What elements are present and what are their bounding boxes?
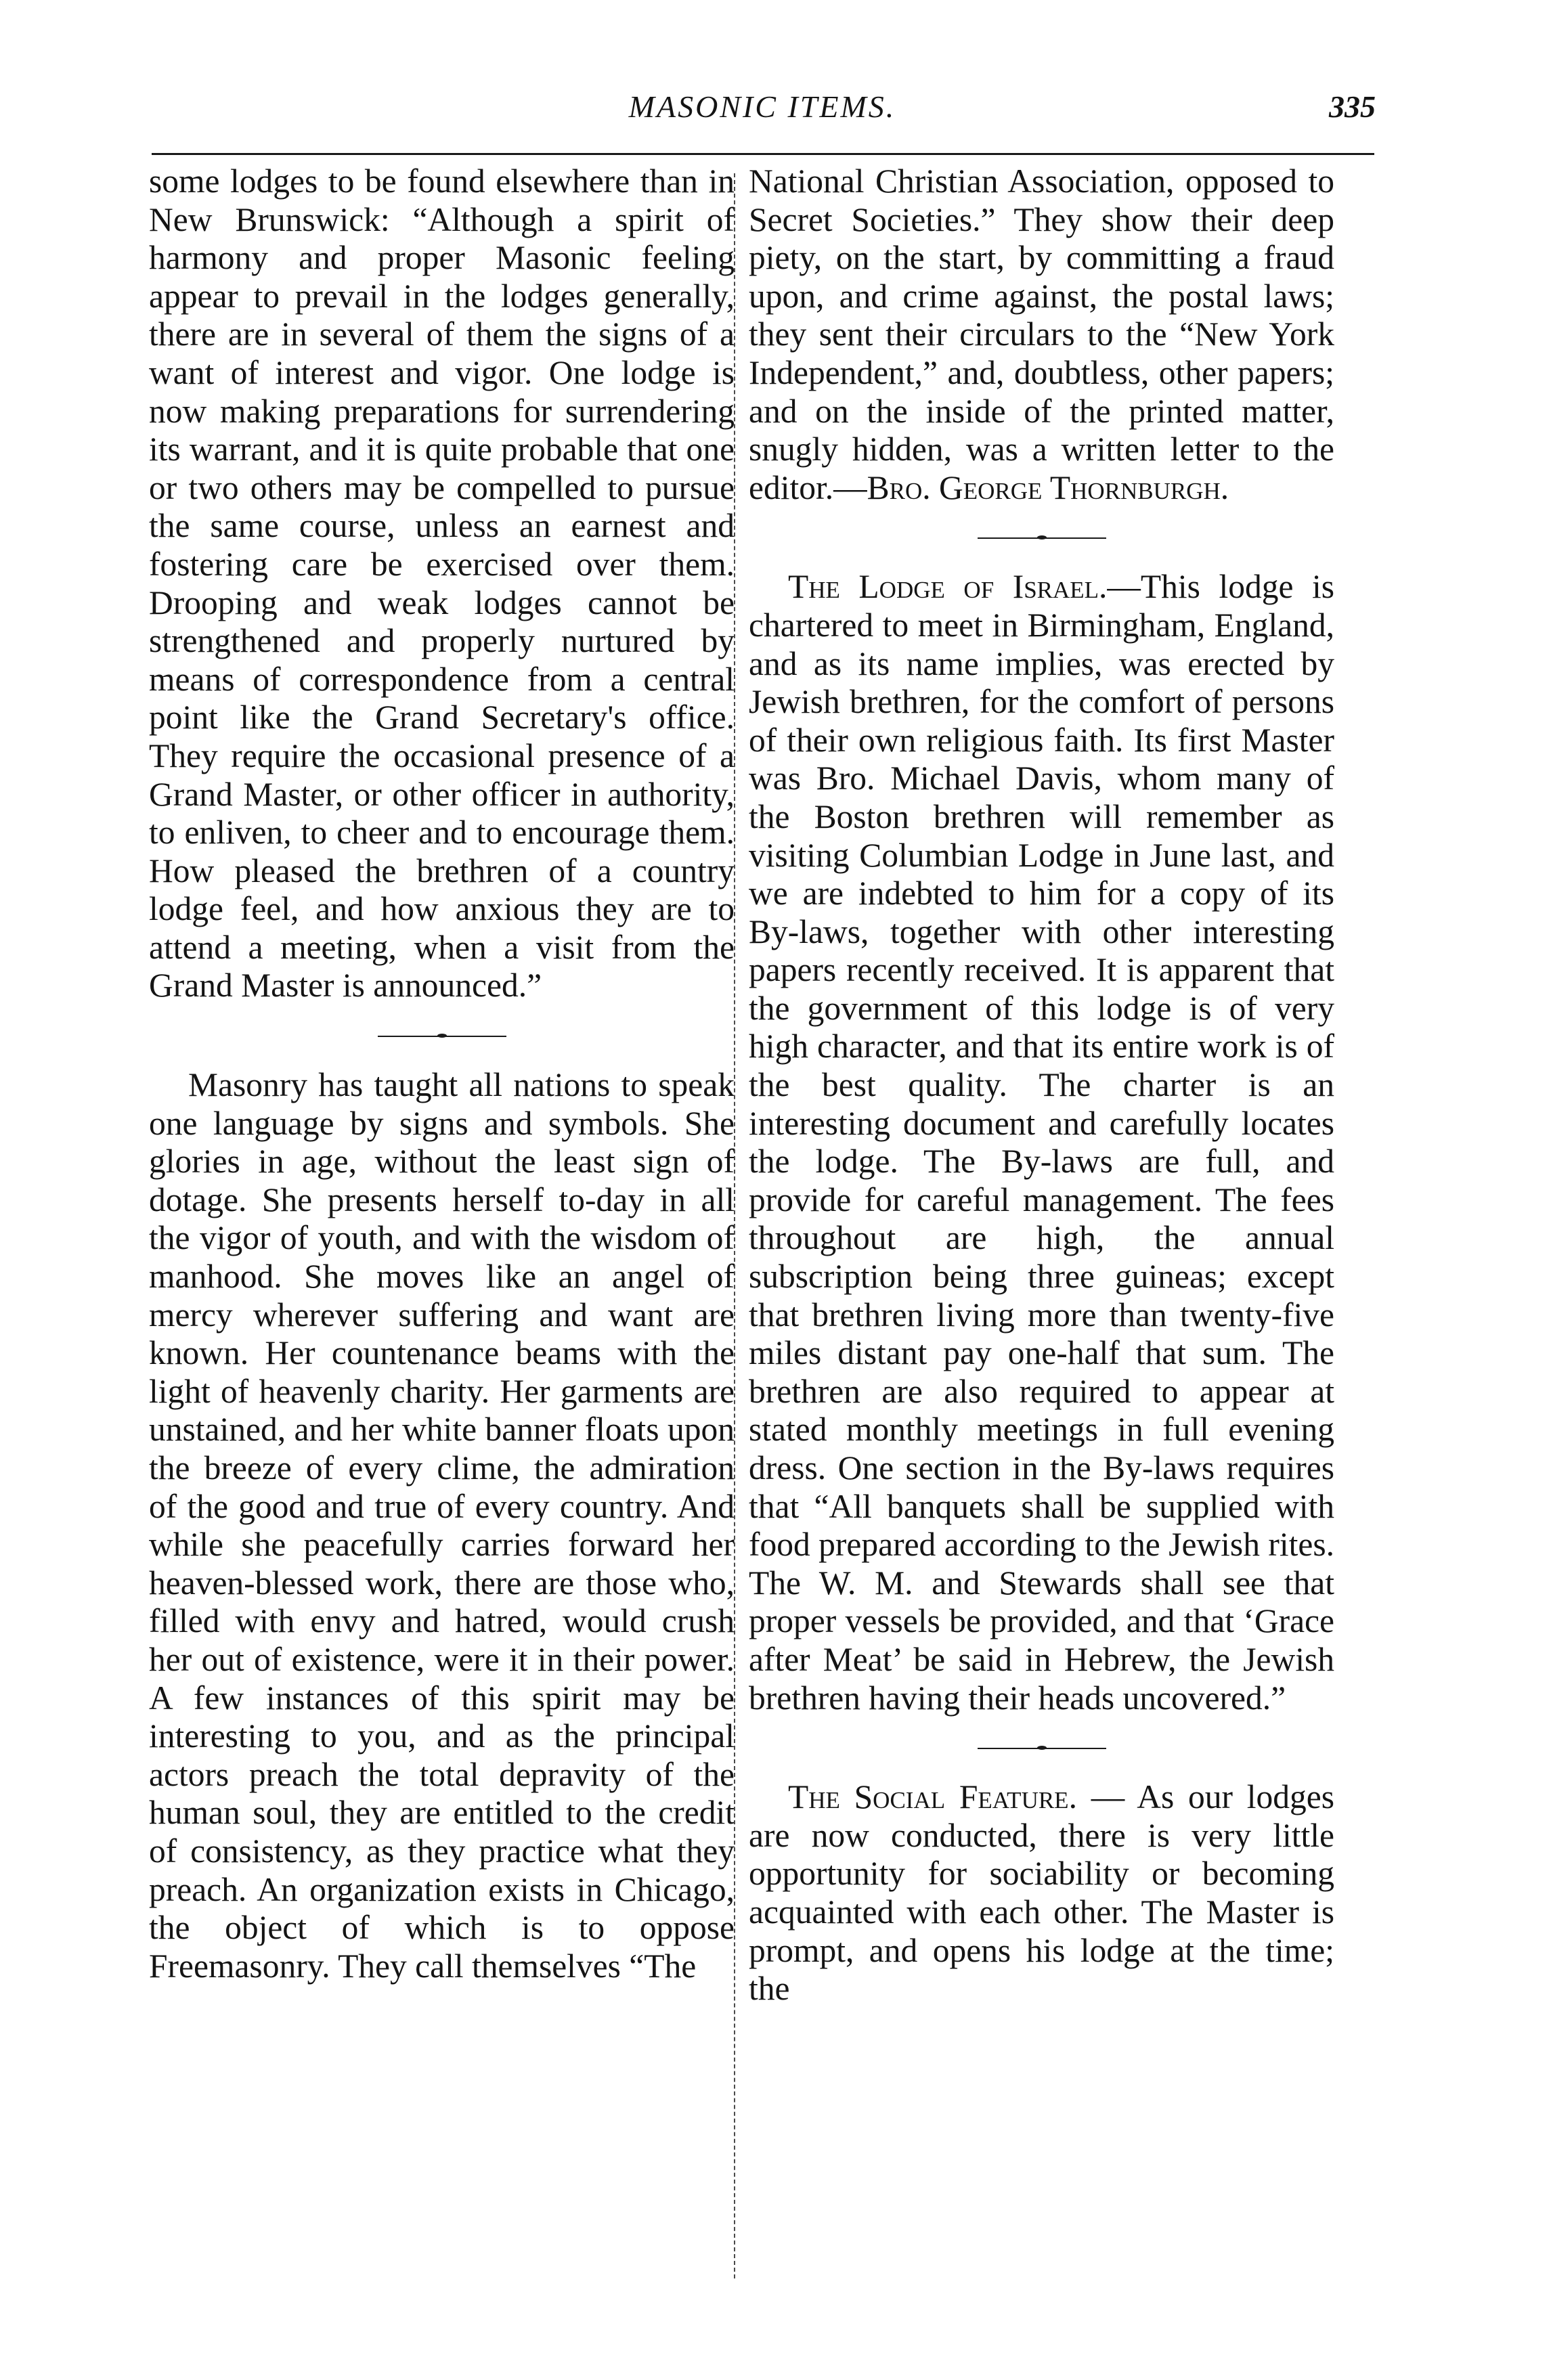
section-separator-3 [749, 1717, 1334, 1778]
social-feature-heading: The Social Feature. [788, 1778, 1077, 1816]
left-paragraph-2: Masonry has taught all nations to speak one language by signs and symbols. She glories in age, without the least sign of dotage. She presents herself to-day in all the vigor of youth, and with the wisdom of manhood. She moves like an angel of mercy wherever suffering and want are known. Her countenance beams with the light of heavenly charity. Her garments are unstained, and her white banner floats upon the breeze of every clime, the admiration of the good and true of every country. And while she peacefully carries forward her heaven-blessed work, there are those who, filled with envy and hatred, would crush her out of existence, were it in their power. A few instances of this spirit may be interesting to you, and as the principal actors preach the total depravity of the human soul, they are entitled to the credit of consistency, as they practice what they preach. An organization exists in Chicago, the object of which is to oppose Freemasonry. They call themselves “The [149, 1066, 735, 1985]
section-separator-2 [749, 507, 1334, 568]
running-head [149, 80, 1376, 134]
separator-dot [437, 1034, 447, 1038]
lodge-of-israel-paragraph [749, 568, 1334, 1717]
lodge-of-israel-text: —This lodge is chartered to meet in Birmingham, England, and as its name implies, was erected by Jewish brethren, for the comfort of persons of their own religious faith. Its first Master was Bro. Michael Davis, whom many of the Boston brethren will remember as visiting Columbian Lodge in June last, and we are indebted to him for a copy of its By-laws, together with other interesting papers recently received. It is apparent that the government of this lodge is of very high character, and that its entire work is of the best quality. The charter is an interesting document and carefully locates the lodge. The By-laws are full, and provide for careful management. The fees throughout are high, the annual subscription being three guineas; except that brethren living more than twenty-five miles distant pay one-half that sum. The brethren are also required to appear at stated monthly meetings in full evening dress. One section in the By-laws requires that “All banquets shall be supplied with food prepared according to the Jewish rites. The W. M. and Stewards shall see that proper vessels be provided, and that ‘Grace after Meat’ be said in Hebrew, the Jewish brethren having their heads uncovered.” [749, 568, 1335, 1717]
section-separator-1 [149, 1005, 735, 1066]
separator-dot [1037, 1746, 1047, 1750]
social-feature-text: — As our lodges are now conducted, there is very little opportunity for sociability or becoming acquainted with each other. The Master is prompt, and opens his lodge at the time; the [749, 1778, 1335, 2008]
header-rule [152, 153, 1374, 155]
right-paragraph-1 [749, 162, 1334, 507]
left-column [149, 162, 735, 2288]
signature: Bro. George Thornburgh. [867, 468, 1229, 506]
right-paragraph-1-text: National Christian Association, opposed to Secret Societies.” They show their deep piety, on the start, by committing a fraud upon, and crime against, the postal laws; they sent their circulars to the “New York Independent,” and, doubtless, other papers; and on the inside of the printed matter, snugly hidden, was a written letter to the editor.— [749, 162, 1334, 506]
page-number: 335 [1329, 89, 1376, 124]
separator-dot [1037, 535, 1047, 539]
lodge-of-israel-heading: The Lodge of Israel. [788, 568, 1108, 606]
left-paragraph-1: some lodges to be found elsewhere than in New Brunswick: “Although a spirit of harmony and proper Masonic feeling appear to prevail in the lodges generally, there are in several of them the signs of a want of interest and vigor. One lodge is now making preparations for surrendering its warrant, and it is quite probable that one or two others may be compelled to pursue the same course, unless an earnest and fostering care be exercised over them. Drooping and weak lodges cannot be strengthened and properly nurtured by means of correspondence from a central point like the Grand Secretary's office. They require the occasional presence of a Grand Master, or other officer in authority, to enliven, to cheer and to encourage them. How pleased the brethren of a country lodge feel, and how anxious they are to attend a meeting, when a visit from the Grand Master is announced.” [149, 162, 735, 1005]
social-feature-paragraph [749, 1778, 1334, 2008]
right-column [749, 162, 1334, 2288]
column-divider [734, 173, 735, 2278]
running-title: MASONIC ITEMS. [628, 89, 896, 124]
